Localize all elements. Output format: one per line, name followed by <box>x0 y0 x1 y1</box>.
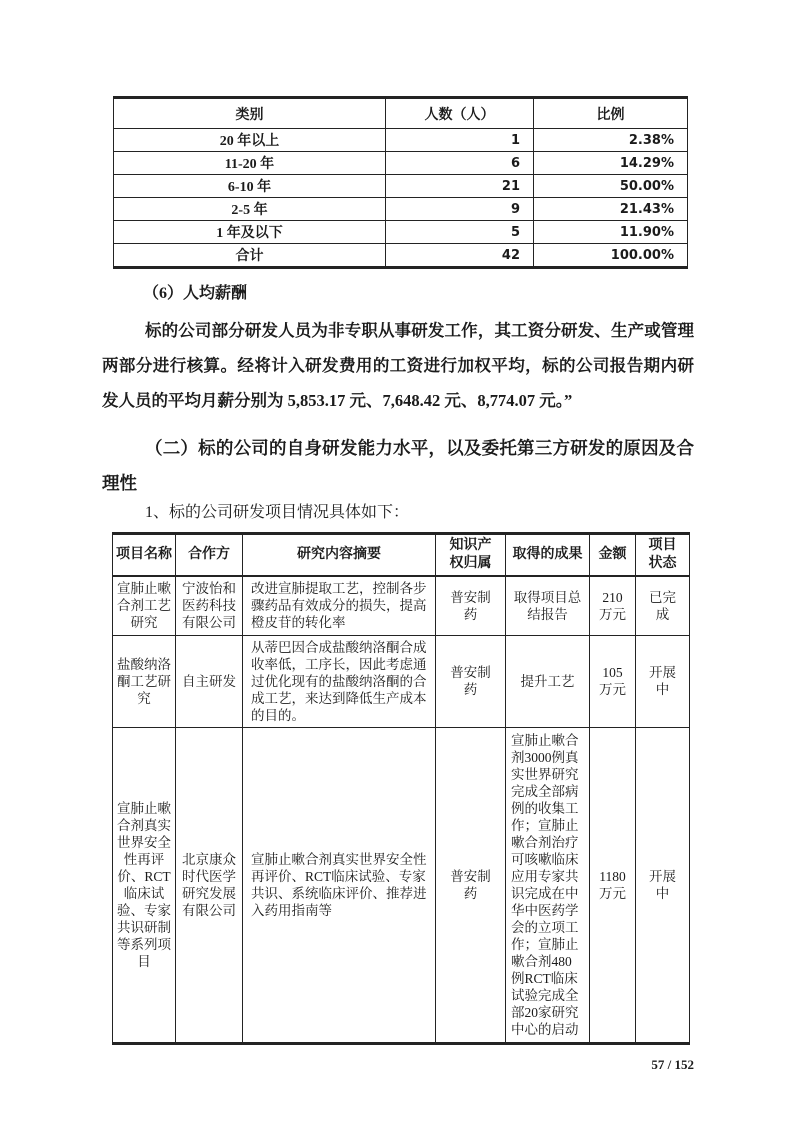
headcount-table <box>113 96 688 269</box>
section6-heading: （6）人均薪酬 <box>143 285 248 302</box>
projects-col-ip: 知识产权归属 <box>436 534 506 577</box>
count-cell: 6 <box>386 152 534 175</box>
project-status-cell: 已完成 <box>636 576 690 635</box>
section6-paragraph: 标的公司部分研发人员为非专职从事研发工作，其工资分研发、生产或管理两部分进行核算。经将计入研发费用的工资进行加权平均，标的公司报告期内研发人员的平均月薪分别为 5,853.17 元、7,648.42 元、8,774.07 元。” <box>102 321 694 410</box>
project-name-cell: 宣肺止嗽合剂真实世界安全性再评价、RCT临床试验、专家共识研制等系列项目 <box>113 727 176 1043</box>
project-name-cell: 盐酸纳洛酮工艺研究 <box>113 635 176 727</box>
projects-col-status: 项目状态 <box>636 534 690 577</box>
projects-table <box>112 532 690 1045</box>
projects-col-summary: 研究内容摘要 <box>243 534 436 577</box>
count-cell: 42 <box>386 244 534 268</box>
section2-heading: （二）标的公司的自身研发能力水平，以及委托第三方研发的原因及合理性 <box>102 438 694 493</box>
category-cell: 1 年及以下 <box>114 221 386 244</box>
project-summary-cell: 改进宣肺提取工艺，控制各步骤药品有效成分的损失，提高橙皮苷的转化率 <box>243 576 436 635</box>
project-status-cell: 开展中 <box>636 727 690 1043</box>
amount-value: 1180 <box>599 868 626 884</box>
project-amount-cell <box>590 727 636 1043</box>
headcount-header-row <box>114 98 688 129</box>
ratio-cell: 100.00% <box>534 244 688 268</box>
category-cell: 20 年以上 <box>114 129 386 152</box>
ratio-cell: 2.38% <box>534 129 688 152</box>
project-row <box>113 576 690 635</box>
project-amount-cell <box>590 576 636 635</box>
ratio-cell: 14.29% <box>534 152 688 175</box>
count-cell: 21 <box>386 175 534 198</box>
project-row <box>113 727 690 1043</box>
count-cell: 1 <box>386 129 534 152</box>
count-cell: 9 <box>386 198 534 221</box>
table-row <box>114 152 688 175</box>
projects-col-results: 取得的成果 <box>506 534 590 577</box>
category-cell: 2-5 年 <box>114 198 386 221</box>
ratio-cell: 11.90% <box>534 221 688 244</box>
project-status-cell: 开展中 <box>636 635 690 727</box>
page-number: 57 / 152 <box>651 1056 694 1072</box>
table-row <box>114 129 688 152</box>
project-results-cell: 提升工艺 <box>506 635 590 727</box>
table-row-total <box>114 244 688 268</box>
project-summary-cell: 宣肺止嗽合剂真实世界安全性再评价、RCT临床试验、专家共识、系统临床评价、推荐进入药用指南等 <box>243 727 436 1043</box>
ratio-cell: 50.00% <box>534 175 688 198</box>
project-row <box>113 635 690 727</box>
category-cell: 11-20 年 <box>114 152 386 175</box>
amount-unit: 万元 <box>599 885 626 901</box>
category-cell: 6-10 年 <box>114 175 386 198</box>
project-summary-cell: 从蒂巴因合成盐酸纳洛酮合成收率低，工序长，因此考虑通过优化现有的盐酸纳洛酮的合成工艺，来达到降低生产成本的目的。 <box>243 635 436 727</box>
projects-col-amount: 金额 <box>590 534 636 577</box>
amount-unit: 万元 <box>599 606 626 622</box>
project-partner-cell: 北京康众时代医学研究发展有限公司 <box>176 727 243 1043</box>
project-partner-cell: 自主研发 <box>176 635 243 727</box>
amount-value: 105 <box>602 665 623 680</box>
headcount-col-category: 类别 <box>114 98 386 129</box>
project-results-cell: 宣肺止嗽合剂3000例真实世界研究完成全部病例的收集工作；宣肺止嗽合剂治疗可咳嗽临床应用专家共识完成在中华中医药学会的立项工作；宣肺止嗽合剂480例RCT临床试验完成全部20家研究中心的启动 <box>506 727 590 1043</box>
table-row <box>114 221 688 244</box>
projects-col-name: 项目名称 <box>113 534 176 577</box>
table-row <box>114 175 688 198</box>
projects-header-row <box>113 534 690 577</box>
project-amount-cell <box>590 635 636 727</box>
headcount-col-ratio: 比例 <box>534 98 688 129</box>
headcount-col-count: 人数（人） <box>386 98 534 129</box>
project-ip-cell: 普安制药 <box>436 635 506 727</box>
ratio-cell: 21.43% <box>534 198 688 221</box>
project-ip-cell: 普安制药 <box>436 727 506 1043</box>
project-partner-cell: 宁波怡和医药科技有限公司 <box>176 576 243 635</box>
project-results-cell: 取得项目总结报告 <box>506 576 590 635</box>
amount-value: 210 <box>602 589 623 605</box>
project-name-cell: 宣肺止嗽合剂工艺研究 <box>113 576 176 635</box>
category-cell: 合计 <box>114 244 386 268</box>
amount-unit: 万元 <box>599 682 626 697</box>
count-cell: 5 <box>386 221 534 244</box>
table-row <box>114 198 688 221</box>
project-ip-cell: 普安制药 <box>436 576 506 635</box>
projects-intro: 1、标的公司研发项目情况具体如下： <box>145 504 410 521</box>
projects-col-partner: 合作方 <box>176 534 243 577</box>
